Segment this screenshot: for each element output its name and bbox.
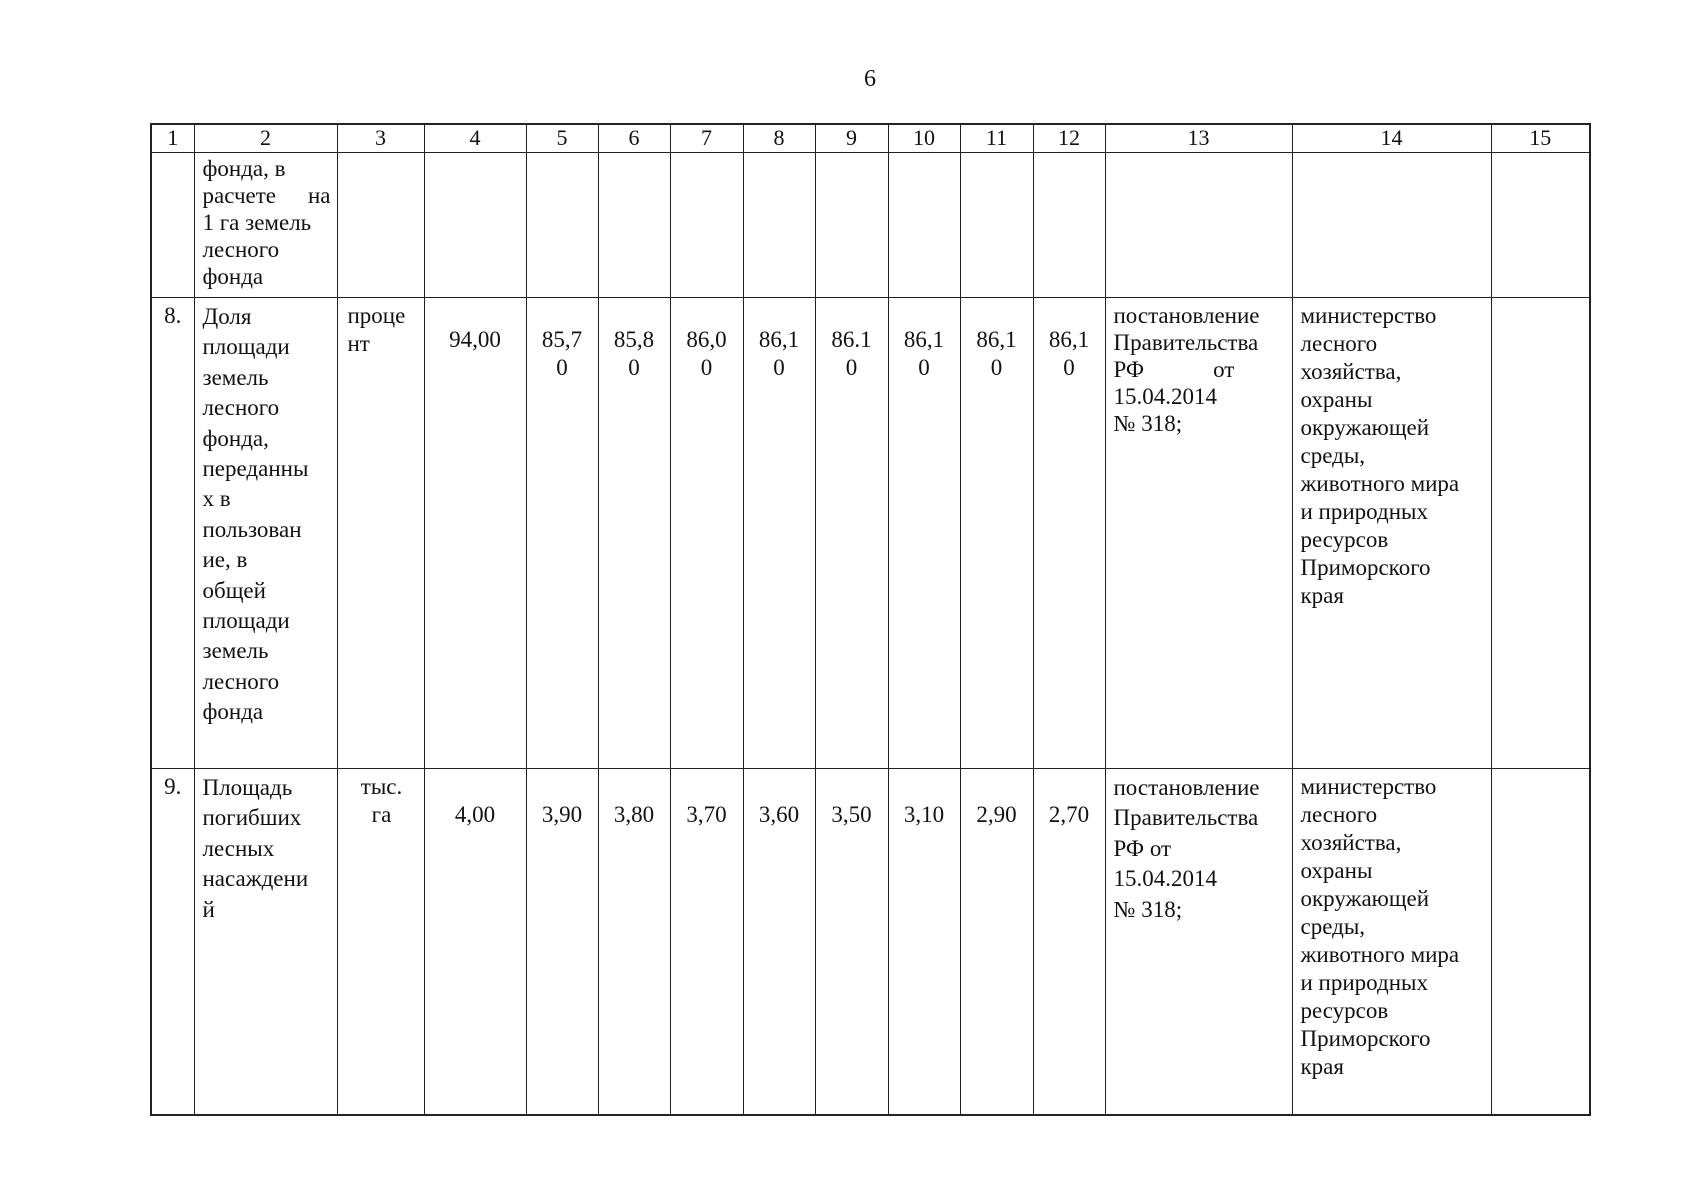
indicator-line: лесного bbox=[202, 237, 280, 262]
executor-cell bbox=[1292, 153, 1491, 298]
document-line: постановление bbox=[1113, 303, 1260, 328]
table-row bbox=[151, 153, 1590, 298]
value-cell: 85,7 0 bbox=[526, 298, 598, 769]
value-cell: 86,1 0 bbox=[1033, 298, 1105, 769]
indicator-line: фонда, в bbox=[202, 156, 286, 181]
executor-cell: министерство лесного хозяйства, охраны окружающей среды, животного мира и природных ресурсов Приморского края bbox=[1292, 769, 1491, 1116]
indicator-line: фонда bbox=[202, 264, 264, 289]
value-cell bbox=[598, 153, 670, 298]
value-cell: 86,0 0 bbox=[670, 298, 743, 769]
note-cell bbox=[1491, 298, 1590, 769]
value-cell: 3,10 bbox=[888, 769, 960, 1116]
document-line: Правительства bbox=[1113, 330, 1259, 355]
value-cell bbox=[1033, 153, 1105, 298]
value-cell bbox=[888, 153, 960, 298]
document-line: № 318; bbox=[1113, 411, 1183, 436]
column-header: 8 bbox=[743, 124, 815, 153]
value-cell: 86,1 0 bbox=[743, 298, 815, 769]
indicators-table bbox=[150, 123, 1591, 1116]
value-cell: 3,50 bbox=[815, 769, 888, 1116]
value-cell: 86.1 0 bbox=[815, 298, 888, 769]
indicator-name: Доля площади земель лесного фонда, переданны х в пользован ие, в общей площади земель лесного фонда bbox=[194, 298, 337, 769]
document-line: РФ от bbox=[1113, 357, 1235, 382]
row-number bbox=[151, 153, 194, 298]
column-header: 12 bbox=[1033, 124, 1105, 153]
column-header: 13 bbox=[1105, 124, 1292, 153]
column-header: 15 bbox=[1491, 124, 1590, 153]
value-cell bbox=[424, 153, 526, 298]
note-cell bbox=[1491, 769, 1590, 1116]
value-cell bbox=[743, 153, 815, 298]
column-header: 9 bbox=[815, 124, 888, 153]
column-header: 1 bbox=[151, 124, 194, 153]
value-cell bbox=[526, 153, 598, 298]
column-header: 6 bbox=[598, 124, 670, 153]
table-row bbox=[151, 298, 1590, 769]
column-header: 4 bbox=[424, 124, 526, 153]
indicator-name: Площадь погибших лесных насаждени й bbox=[194, 769, 337, 1116]
value-cell: 2,70 bbox=[1033, 769, 1105, 1116]
value-cell: 86,1 0 bbox=[888, 298, 960, 769]
value-cell: 4,00 bbox=[424, 769, 526, 1116]
column-header: 7 bbox=[670, 124, 743, 153]
indicator-line: расчете на bbox=[202, 183, 331, 208]
page-number: 6 bbox=[864, 66, 876, 92]
column-header: 5 bbox=[526, 124, 598, 153]
document-cell bbox=[1105, 153, 1292, 298]
document-cell bbox=[1105, 298, 1292, 769]
unit-cell: проце нт bbox=[337, 298, 424, 769]
row-number: 9. bbox=[151, 769, 194, 1116]
column-header: 10 bbox=[888, 124, 960, 153]
value-cell: 3,70 bbox=[670, 769, 743, 1116]
unit-cell: тыс. га bbox=[337, 769, 424, 1116]
document-line: 15.04.2014 bbox=[1113, 384, 1217, 409]
table-row bbox=[151, 769, 1590, 1116]
table-header-row bbox=[151, 124, 1590, 153]
value-cell: 85,8 0 bbox=[598, 298, 670, 769]
value-cell bbox=[960, 153, 1033, 298]
value-cell: 94,00 bbox=[424, 298, 526, 769]
value-cell: 3,90 bbox=[526, 769, 598, 1116]
value-cell: 2,90 bbox=[960, 769, 1033, 1116]
value-cell bbox=[670, 153, 743, 298]
indicator-name bbox=[194, 153, 337, 298]
executor-cell: министерство лесного хозяйства, охраны окружающей среды, животного мира и природных ресурсов Приморского края bbox=[1292, 298, 1491, 769]
row-number: 8. bbox=[151, 298, 194, 769]
column-header: 14 bbox=[1292, 124, 1491, 153]
value-cell: 3,80 bbox=[598, 769, 670, 1116]
document-cell: постановление Правительства РФ от 15.04.2014 № 318; bbox=[1105, 769, 1292, 1116]
indicator-line: 1 га земель bbox=[202, 210, 312, 235]
value-cell bbox=[815, 153, 888, 298]
value-cell: 3,60 bbox=[743, 769, 815, 1116]
unit-cell bbox=[337, 153, 424, 298]
note-cell bbox=[1491, 153, 1590, 298]
column-header: 2 bbox=[194, 124, 337, 153]
column-header: 11 bbox=[960, 124, 1033, 153]
column-header: 3 bbox=[337, 124, 424, 153]
value-cell: 86,1 0 bbox=[960, 298, 1033, 769]
